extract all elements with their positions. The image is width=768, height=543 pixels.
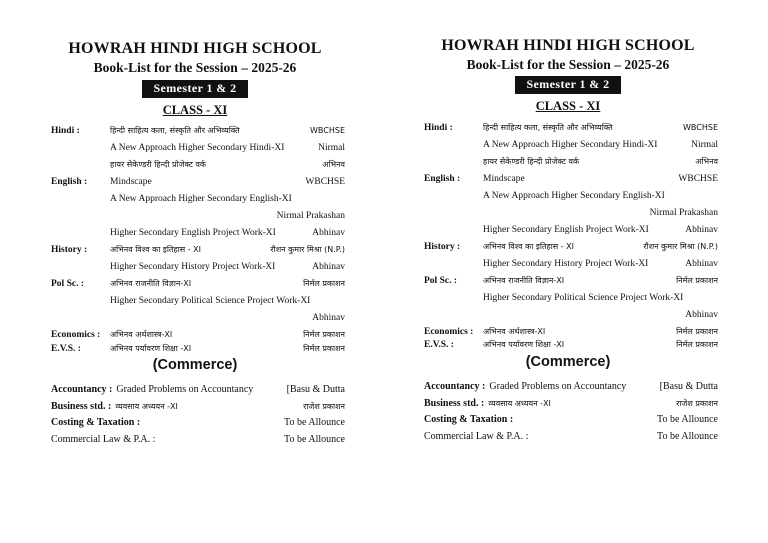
commerce-publisher: [Basu & Dutta	[659, 381, 718, 392]
book-title: हायर सेकेण्डरी हिन्दी प्रोजेक्ट वर्क	[483, 157, 580, 166]
commerce-publisher: राजेश प्रकाशन	[676, 399, 718, 408]
book-row	[418, 223, 718, 237]
book-title: A New Approach Higher Secondary Hindi-XI	[110, 143, 285, 153]
commerce-row	[424, 429, 718, 444]
publisher: WBCHSE	[683, 123, 718, 132]
commerce-row	[51, 382, 345, 397]
commerce-book-title: Graded Problems on Accountancy	[116, 384, 254, 395]
book-title: अभिनव पर्यावरण शिक्षा -XI	[110, 344, 192, 353]
publisher: Abhinav	[312, 228, 345, 238]
subject-label: Hindi :	[51, 126, 80, 136]
publisher: अभिनव	[322, 160, 345, 169]
commerce-publisher: राजेश प्रकाशन	[303, 402, 345, 411]
subject-label: History :	[424, 242, 461, 252]
publisher: WBCHSE	[678, 174, 718, 184]
subject-label: Economics :	[51, 330, 101, 340]
commerce-row	[424, 396, 718, 411]
publisher: Abhinav	[685, 259, 718, 269]
book-row	[418, 325, 718, 339]
book-row	[418, 206, 718, 220]
book-row	[45, 260, 345, 274]
subject-label: English :	[424, 174, 461, 184]
book-title: हिन्दी साहित्य कला, संस्कृति और अभिव्यक्ति	[110, 126, 240, 135]
commerce-row	[424, 412, 718, 427]
book-title: Higher Secondary History Project Work-XI	[110, 262, 276, 272]
commerce-subject-label: Costing & Taxation :	[51, 417, 141, 428]
commerce-subject-label: Business std. :	[424, 398, 485, 409]
book-row	[418, 274, 718, 288]
book-title: अभिनव अर्थशास्त्र-XI	[483, 327, 546, 336]
subject-label: E.V.S. :	[51, 344, 81, 354]
subject-label: Pol Sc. :	[424, 276, 457, 286]
book-row	[45, 342, 345, 356]
book-row	[45, 226, 345, 240]
commerce-book-title: व्यवसाय अध्ययन -XI	[115, 402, 178, 411]
commerce-subject-label: Commercial Law & P.A. :	[424, 431, 529, 442]
semester-badge: Semester 1 & 2	[142, 80, 247, 98]
book-row	[45, 141, 345, 155]
publisher: निर्मल प्रकाशन	[676, 327, 718, 336]
semester-badge: Semester 1 & 2	[515, 76, 620, 94]
book-title: अभिनव विश्व का इतिहास - XI	[483, 242, 575, 251]
commerce-publisher: To be Allounce	[657, 414, 718, 425]
commerce-row	[51, 432, 345, 447]
commerce-publisher: [Basu & Dutta	[286, 384, 345, 395]
book-title: अभिनव राजनीति विज्ञान-XI	[110, 279, 192, 288]
commerce-subject-label: Business std. :	[51, 401, 112, 412]
publisher: निर्मल प्रकाशन	[676, 340, 718, 349]
book-title: Higher Secondary English Project Work-XI	[483, 225, 649, 235]
publisher: Abhinav	[685, 310, 718, 320]
subject-label: E.V.S. :	[424, 340, 454, 350]
publisher: Abhinav	[312, 262, 345, 272]
publisher: Abhinav	[685, 225, 718, 235]
book-title: अभिनव राजनीति विज्ञान-XI	[483, 276, 565, 285]
subject-label: English :	[51, 177, 88, 187]
publisher: Abhinav	[312, 313, 345, 323]
subject-label: Economics :	[424, 327, 474, 337]
book-title: Higher Secondary Political Science Project Work-XI	[483, 293, 684, 303]
commerce-heading: (Commerce)	[152, 357, 238, 373]
book-row	[45, 243, 345, 257]
commerce-subject-label: Accountancy :	[51, 384, 113, 395]
class-heading: CLASS - XI	[162, 103, 228, 117]
book-title: Higher Secondary Political Science Project Work-XI	[110, 296, 311, 306]
book-title: अभिनव अर्थशास्त्र-XI	[110, 330, 173, 339]
book-row	[418, 189, 718, 203]
book-title: Higher Secondary History Project Work-XI	[483, 259, 649, 269]
book-row	[418, 257, 718, 271]
subject-label: History :	[51, 245, 88, 255]
book-row	[418, 338, 718, 352]
session-title: Book-List for the Session – 2025-26	[93, 60, 297, 75]
book-row	[45, 328, 345, 342]
commerce-subject-label: Commercial Law & P.A. :	[51, 434, 156, 445]
session-title: Book-List for the Session – 2025-26	[466, 57, 670, 72]
book-row	[418, 240, 718, 254]
book-row	[45, 192, 345, 206]
commerce-row	[424, 379, 718, 394]
class-heading: CLASS - XI	[535, 99, 601, 113]
book-row	[418, 172, 718, 186]
publisher: Nirmal Prakashan	[649, 208, 718, 218]
publisher: WBCHSE	[310, 126, 345, 135]
book-row	[418, 155, 718, 169]
publisher: निर्मल प्रकाशन	[676, 276, 718, 285]
book-title: हिन्दी साहित्य कला, संस्कृति और अभिव्यक्ति	[483, 123, 613, 132]
book-row	[45, 311, 345, 325]
publisher: WBCHSE	[305, 177, 345, 187]
commerce-heading: (Commerce)	[525, 354, 611, 370]
publisher: अभिनव	[695, 157, 718, 166]
book-title: अभिनव पर्यावरण शिक्षा -XI	[483, 340, 565, 349]
book-row	[45, 294, 345, 308]
book-title: हायर सेकेण्डरी हिन्दी प्रोजेक्ट वर्क	[110, 160, 207, 169]
publisher: Nirmal Prakashan	[276, 211, 345, 221]
publisher: निर्मल प्रकाशन	[303, 279, 345, 288]
book-row	[418, 308, 718, 322]
commerce-subject-label: Costing & Taxation :	[424, 414, 514, 425]
school-name: HOWRAH HINDI HIGH SCHOOL	[441, 37, 695, 54]
commerce-subject-label: Accountancy :	[424, 381, 486, 392]
commerce-book-title: Graded Problems on Accountancy	[489, 381, 627, 392]
commerce-publisher: To be Allounce	[284, 417, 345, 428]
book-row	[45, 175, 345, 189]
book-row	[45, 124, 345, 138]
book-row	[45, 158, 345, 172]
publisher: निर्मल प्रकाशन	[303, 344, 345, 353]
book-title: Higher Secondary English Project Work-XI	[110, 228, 276, 238]
book-row	[418, 121, 718, 135]
book-title: अभिनव विश्व का इतिहास - XI	[110, 245, 202, 254]
book-title: Mindscape	[483, 174, 525, 184]
publisher: Nirmal	[691, 140, 718, 150]
school-name: HOWRAH HINDI HIGH SCHOOL	[68, 40, 322, 57]
book-title: Mindscape	[110, 177, 152, 187]
commerce-book-title: व्यवसाय अध्ययन -XI	[488, 399, 551, 408]
commerce-row	[51, 399, 345, 414]
publisher: Nirmal	[318, 143, 345, 153]
commerce-publisher: To be Allounce	[284, 434, 345, 445]
book-title: A New Approach Higher Secondary English-XI	[483, 191, 665, 201]
subject-label: Pol Sc. :	[51, 279, 84, 289]
publisher: रौशन कुमार मिश्रा (N.P.)	[270, 245, 345, 254]
book-row	[45, 277, 345, 291]
publisher: निर्मल प्रकाशन	[303, 330, 345, 339]
subject-label: Hindi :	[424, 123, 453, 133]
commerce-publisher: To be Allounce	[657, 431, 718, 442]
publisher: रौशन कुमार मिश्रा (N.P.)	[643, 242, 718, 251]
book-title: A New Approach Higher Secondary Hindi-XI	[483, 140, 658, 150]
book-row	[418, 291, 718, 305]
book-row	[45, 209, 345, 223]
commerce-row	[51, 415, 345, 430]
book-row	[418, 138, 718, 152]
book-title: A New Approach Higher Secondary English-XI	[110, 194, 292, 204]
